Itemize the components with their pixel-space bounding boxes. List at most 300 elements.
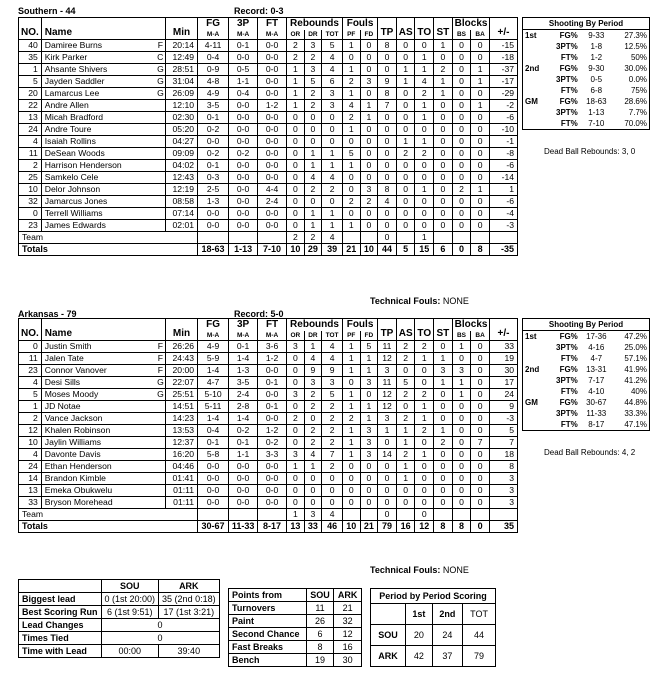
stat-pts: 3 (378, 413, 397, 425)
stat-st: 0 (434, 220, 453, 232)
stat-ft: 0-0 (258, 88, 287, 100)
shot-type: FG% (559, 31, 578, 40)
stat-pts: 0 (378, 112, 397, 124)
stat-tot: 5 (322, 389, 343, 401)
total-to: 12 (415, 521, 434, 533)
points-from-label: Second Chance (229, 628, 307, 641)
points-sou: 19 (306, 654, 334, 667)
stat-pm: 5 (489, 425, 517, 437)
player-name: Andre Toure (41, 124, 155, 136)
stat-pm: 7 (489, 437, 517, 449)
stat-pf: 0 (342, 136, 360, 148)
total-or: 10 (287, 244, 305, 256)
stat-tot: 5 (322, 40, 343, 52)
stat-to: 0 (415, 485, 434, 497)
stat-fg: 0-0 (198, 208, 229, 220)
stat-pts: 0 (378, 64, 397, 76)
stat-bs: 0 (452, 124, 471, 136)
player-name: JD Notae (41, 401, 155, 413)
stat-dr: 0 (304, 473, 322, 485)
player-row (19, 160, 518, 172)
stat-pm: 33 (489, 341, 517, 353)
player-number: 23 (19, 365, 42, 377)
stat-tp: 0-0 (229, 473, 258, 485)
col-fg-ma: M-A (198, 331, 229, 341)
stat-pm: -14 (489, 172, 517, 184)
stat-ba: 0 (471, 172, 490, 184)
stat-bs: 2 (452, 184, 471, 196)
stat-st: 0 (434, 160, 453, 172)
player-number: 2 (19, 160, 42, 172)
stat-as: 0 (396, 124, 415, 136)
stat-pm: -8 (489, 148, 517, 160)
shot-percent: 12.5% (624, 42, 647, 51)
points-ark: 30 (334, 654, 362, 667)
player-minutes: 14:51 (165, 401, 197, 413)
player-minutes: 16:20 (165, 449, 197, 461)
stat-ba: 0 (471, 220, 490, 232)
stat-st: 0 (434, 124, 453, 136)
stat-bs: 0 (452, 425, 471, 437)
player-number: 1 (19, 64, 42, 76)
player-position: G (157, 377, 164, 387)
shot-type: FG% (559, 365, 578, 374)
totals-label: Totals (19, 244, 198, 256)
stat-bs: 0 (452, 473, 471, 485)
stat-tot: 2 (322, 401, 343, 413)
team-tp: 0 (378, 232, 397, 244)
stat-ft: 0-0 (258, 208, 287, 220)
player-name: Micah Bradford (41, 112, 155, 124)
stat-st: 1 (434, 40, 453, 52)
stat-ba: 0 (471, 124, 490, 136)
player-minutes: 26:26 (165, 341, 197, 353)
stat-fg: 0-4 (198, 52, 229, 64)
player-number: 5 (19, 76, 42, 88)
stat-tp: 0-0 (229, 52, 258, 64)
team-tp: 0 (378, 509, 397, 521)
stat-ft: 1-2 (258, 100, 287, 112)
total-tp: 1-13 (229, 244, 258, 256)
player-position (155, 184, 165, 196)
stat-or: 3 (287, 341, 305, 353)
stat-dr: 2 (304, 52, 322, 64)
stat-as: 2 (396, 148, 415, 160)
total-dr: 33 (304, 521, 322, 533)
technical-fouls-southern (370, 296, 469, 306)
shot-percent: 41.2% (624, 376, 647, 385)
stat-bs: 0 (452, 172, 471, 184)
player-position (155, 473, 165, 485)
stat-pts: 0 (378, 52, 397, 64)
shooting-row (523, 30, 650, 42)
stat-bs: 1 (452, 389, 471, 401)
stat-pm: -29 (489, 88, 517, 100)
shooting-row (523, 408, 650, 419)
stat-pm: -15 (489, 40, 517, 52)
player-name: Bryson Morehead (41, 497, 155, 509)
col-st: ST (434, 18, 453, 40)
shot-made-attempted: 9-33 (588, 31, 605, 40)
player-minutes: 12:10 (165, 100, 197, 112)
player-position (155, 196, 165, 208)
total-pf: 21 (342, 244, 360, 256)
shooting-row (523, 419, 650, 431)
stat-bs: 0 (452, 437, 471, 449)
stat-pm: 9 (489, 401, 517, 413)
stat-pm: -3 (489, 220, 517, 232)
period-label (523, 408, 546, 419)
col-bs: BS (452, 331, 471, 341)
team-to: 0 (415, 509, 434, 521)
stat-pf: 1 (342, 401, 360, 413)
empty-cell (396, 509, 415, 521)
player-number: 20 (19, 88, 42, 100)
col-ft-ma: M-A (258, 30, 287, 40)
player-row (19, 413, 518, 425)
period-label (523, 63, 546, 74)
player-position (155, 401, 165, 413)
team-dr: 3 (304, 509, 322, 521)
player-minutes: 13:53 (165, 425, 197, 437)
stat-tp: 0-5 (229, 64, 258, 76)
player-row (19, 124, 518, 136)
stat-fg: 4-7 (198, 377, 229, 389)
stat-bs: 0 (452, 461, 471, 473)
empty-cell (229, 509, 258, 521)
player-position (155, 497, 165, 509)
stat-or: 0 (287, 208, 305, 220)
col-plus-minus: +/- (489, 319, 517, 341)
stat-tp: 0-0 (229, 172, 258, 184)
total-pm: -35 (489, 244, 517, 256)
player-name: Jaylin Williams (41, 437, 155, 449)
dead-ball-rebounds-southern: Dead Ball Rebounds: 3, 0 (544, 147, 636, 156)
stat-ft: 0-0 (258, 473, 287, 485)
stat-fd: 5 (360, 341, 378, 353)
stat-tp: 3-5 (229, 377, 258, 389)
stat-dr: 2 (304, 100, 322, 112)
stat-st: 1 (434, 76, 453, 88)
game-stat-label: Biggest lead (19, 593, 102, 606)
stat-ft: 1-2 (258, 353, 287, 365)
technical-fouls-label: Technical Fouls: (370, 296, 441, 306)
stat-dr: 3 (304, 40, 322, 52)
shooting-row (523, 52, 650, 63)
stat-to: 1 (415, 449, 434, 461)
stat-tot: 0 (322, 136, 343, 148)
player-name: Connor Vanover (41, 365, 155, 377)
stat-or: 1 (287, 100, 305, 112)
stat-as: 0 (396, 160, 415, 172)
stat-fg: 0-3 (198, 172, 229, 184)
col-fouls: Fouls (342, 319, 377, 332)
shot-percent: 47.2% (624, 332, 647, 341)
player-number: 10 (19, 184, 42, 196)
stat-st: 0 (434, 389, 453, 401)
stat-fg: 0-1 (198, 112, 229, 124)
stat-or: 2 (287, 52, 305, 64)
stat-tp: 1-3 (229, 365, 258, 377)
player-row (19, 449, 518, 461)
totals-row (19, 244, 518, 256)
player-name: Samkelo Cele (41, 172, 155, 184)
total-bs: 8 (452, 521, 471, 533)
stat-ba: 0 (471, 160, 490, 172)
stat-or: 2 (287, 413, 305, 425)
period-label (523, 419, 546, 431)
stat-bs: 0 (452, 40, 471, 52)
stat-or: 0 (287, 172, 305, 184)
shot-type: 3PT% (556, 42, 578, 51)
player-number: 11 (19, 148, 42, 160)
stat-as: 2 (396, 413, 415, 425)
stat-to: 0 (415, 208, 434, 220)
player-position (155, 485, 165, 497)
game-stat-ark: 17 (1st 3:21) (159, 606, 220, 619)
stat-tp: 1-4 (229, 413, 258, 425)
period-label (523, 41, 546, 52)
stat-to: 1 (415, 136, 434, 148)
total-or: 13 (287, 521, 305, 533)
period-scoring-table (370, 588, 496, 667)
stat-pts: 0 (378, 473, 397, 485)
empty-cell (198, 232, 229, 244)
stat-ba: 0 (471, 353, 490, 365)
col-to: TO (415, 319, 434, 341)
player-minutes: 14:23 (165, 413, 197, 425)
period-team: ARK (371, 646, 406, 667)
stat-as: 2 (396, 353, 415, 365)
col-bs: BS (452, 30, 471, 40)
player-number: 40 (19, 40, 42, 52)
stat-ft: 0-2 (258, 437, 287, 449)
stat-fd: 1 (360, 365, 378, 377)
stat-pts: 0 (378, 461, 397, 473)
team-score-title: Arkansas - 79 (18, 309, 77, 319)
col-tp: TP (378, 18, 397, 40)
player-row (19, 88, 518, 100)
player-row (19, 497, 518, 509)
shot-percent: 25.0% (624, 343, 647, 352)
stat-or: 0 (287, 425, 305, 437)
empty-cell (434, 232, 453, 244)
game-stat-row (19, 619, 220, 632)
player-minutes: 09:09 (165, 148, 197, 160)
stat-ft: 0-1 (258, 377, 287, 389)
stat-tot: 1 (322, 148, 343, 160)
stat-to: 0 (415, 172, 434, 184)
stat-pts: 1 (378, 425, 397, 437)
stat-pts: 12 (378, 353, 397, 365)
player-minutes: 25:51 (165, 389, 197, 401)
period-2-score: 37 (432, 646, 462, 667)
stat-ft: 2-4 (258, 196, 287, 208)
player-row (19, 100, 518, 112)
player-name: Desi Sills (41, 377, 155, 389)
stat-pf: 2 (342, 112, 360, 124)
stat-fg: 0-9 (198, 64, 229, 76)
stat-or: 0 (287, 160, 305, 172)
game-stats-table (18, 579, 220, 658)
player-number: 13 (19, 112, 42, 124)
stat-ft: 0-0 (258, 160, 287, 172)
col-fd: FD (360, 30, 378, 40)
stat-or: 0 (287, 377, 305, 389)
stat-st: 0 (434, 449, 453, 461)
stat-fg: 4-9 (198, 88, 229, 100)
stat-bs: 3 (452, 365, 471, 377)
stat-pf: 5 (342, 148, 360, 160)
stat-bs: 0 (452, 64, 471, 76)
col-min: Min (165, 18, 197, 40)
stat-pf: 0 (342, 485, 360, 497)
stat-st: 0 (434, 401, 453, 413)
stat-fd: 1 (360, 112, 378, 124)
player-position: F (155, 365, 165, 377)
stat-dr: 4 (304, 449, 322, 461)
stat-ba: 0 (471, 449, 490, 461)
player-number: 13 (19, 485, 42, 497)
stat-as: 1 (396, 64, 415, 76)
stat-pf: 0 (342, 461, 360, 473)
player-number: 12 (19, 425, 42, 437)
stat-st: 0 (434, 497, 453, 509)
player-name: Ethan Henderson (41, 461, 155, 473)
stat-pts: 4 (378, 196, 397, 208)
stat-fg: 0-0 (198, 461, 229, 473)
total-as: 16 (396, 521, 415, 533)
col-or: OR (287, 331, 305, 341)
stat-ft: 0-0 (258, 461, 287, 473)
player-name: DeSean Woods (41, 148, 155, 160)
stat-as: 2 (396, 389, 415, 401)
player-position: G (157, 76, 164, 86)
player-minutes: 01:11 (165, 497, 197, 509)
player-row (19, 473, 518, 485)
col-3p: 3P (229, 18, 258, 31)
stat-fg: 0-2 (198, 148, 229, 160)
empty-cell (396, 232, 415, 244)
stat-pts: 8 (378, 40, 397, 52)
stat-st: 0 (434, 485, 453, 497)
stat-pm: 30 (489, 365, 517, 377)
period-label (523, 375, 546, 386)
col-dr: DR (304, 30, 322, 40)
stat-ft: 0-0 (258, 497, 287, 509)
stat-pts: 0 (378, 208, 397, 220)
stat-pf: 1 (342, 341, 360, 353)
stat-pf: 1 (342, 88, 360, 100)
game-stat-sou: 0 (1st 20:00) (101, 593, 159, 606)
stat-pf: 0 (342, 377, 360, 389)
shooting-row (523, 331, 650, 343)
stat-pm: 1 (489, 184, 517, 196)
stat-pf: 2 (342, 413, 360, 425)
stat-pts: 12 (378, 389, 397, 401)
stat-to: 0 (415, 473, 434, 485)
stat-pm: -10 (489, 124, 517, 136)
period-2-score: 24 (432, 625, 462, 646)
player-row (19, 485, 518, 497)
stat-pf: 4 (342, 100, 360, 112)
stat-fd: 0 (360, 389, 378, 401)
stat-to: 4 (415, 76, 434, 88)
col-3p-ma: M-A (229, 331, 258, 341)
stat-as: 0 (396, 497, 415, 509)
stat-bs: 0 (452, 100, 471, 112)
game-stat-label: Times Tied (19, 632, 102, 645)
stat-dr: 1 (304, 341, 322, 353)
stat-bs: 1 (452, 341, 471, 353)
stat-bs: 0 (452, 196, 471, 208)
stat-fg: 5-10 (198, 389, 229, 401)
points-from-label: Turnovers (229, 602, 307, 615)
player-position: G (157, 88, 164, 98)
stat-to: 1 (415, 64, 434, 76)
stat-fg: 0-2 (198, 124, 229, 136)
stat-to: 0 (415, 220, 434, 232)
stat-to: 2 (415, 389, 434, 401)
stat-ba: 0 (471, 461, 490, 473)
box-score-table-southern (18, 17, 518, 256)
stat-fd: 3 (360, 449, 378, 461)
col-plus-minus: +/- (489, 18, 517, 40)
stat-dr: 4 (304, 353, 322, 365)
stat-fg: 0-1 (198, 437, 229, 449)
stat-or: 0 (287, 353, 305, 365)
empty-cell (229, 232, 258, 244)
col-to: TO (415, 18, 434, 40)
team-row-label: Team (19, 232, 198, 244)
player-minutes: 12:43 (165, 172, 197, 184)
shot-made-attempted: 8-17 (588, 420, 605, 429)
stat-as: 0 (396, 112, 415, 124)
stat-fg: 4-11 (198, 40, 229, 52)
period-label: GM (525, 97, 538, 106)
period-total-score: 44 (463, 625, 496, 646)
player-minutes: 01:41 (165, 473, 197, 485)
stat-fg: 5-11 (198, 401, 229, 413)
empty-cell (258, 509, 287, 521)
total-st: 6 (434, 244, 453, 256)
player-position (155, 136, 165, 148)
stat-bs: 0 (452, 76, 471, 88)
shot-percent: 57.1% (624, 354, 647, 363)
shot-type: 3PT% (556, 409, 578, 418)
stat-ba: 0 (471, 208, 490, 220)
player-number: 2 (19, 413, 42, 425)
shot-made-attempted: 7-17 (588, 376, 605, 385)
game-stat-row (19, 632, 220, 645)
stat-to: 2 (415, 425, 434, 437)
period-label (523, 74, 546, 85)
stat-pm: -37 (489, 64, 517, 76)
team-row-label: Team (19, 509, 198, 521)
total-fg: 30-67 (198, 521, 229, 533)
player-name: Isaiah Rollins (41, 136, 155, 148)
player-name: James Edwards (41, 220, 155, 232)
total-pts: 79 (378, 521, 397, 533)
player-number: 5 (19, 389, 42, 401)
stat-dr: 0 (304, 485, 322, 497)
stat-ft: 0-0 (258, 76, 287, 88)
empty-cell (489, 232, 517, 244)
stat-or: 0 (287, 124, 305, 136)
points-from-row (229, 602, 362, 615)
total-tp: 11-33 (229, 521, 258, 533)
total-bs: 0 (452, 244, 471, 256)
